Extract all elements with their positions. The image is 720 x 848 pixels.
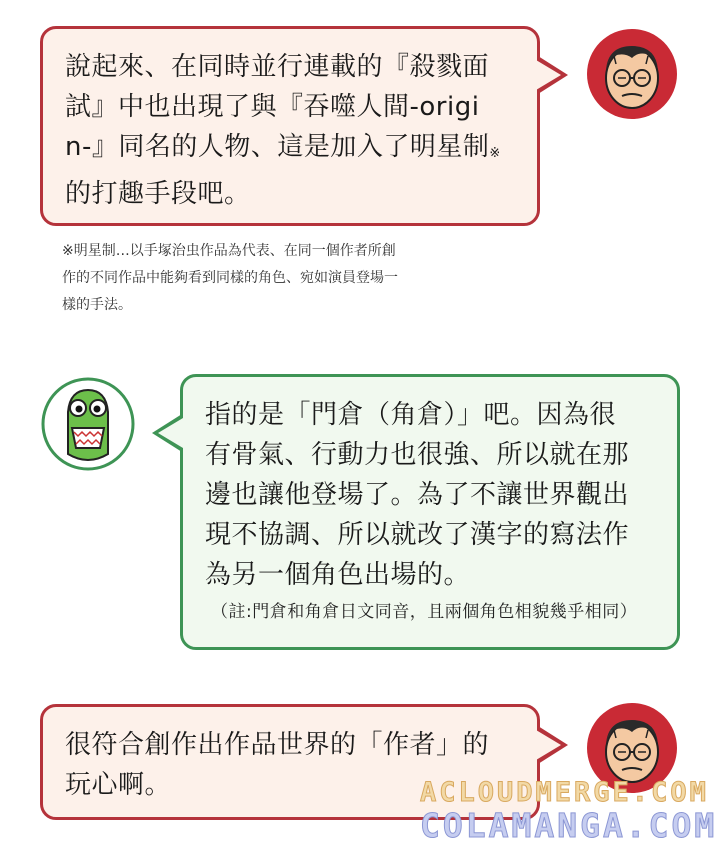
bubble-3-line-2: 玩心啊。	[65, 770, 172, 800]
bubble-2-line-5: 為另一個角色出場的。	[205, 560, 471, 590]
footnote	[62, 238, 532, 319]
bubble-3-tail-fill	[536, 730, 561, 760]
author-avatar-icon	[584, 26, 680, 122]
watermark-line-2: COLAMANGA.COM	[420, 806, 718, 845]
footnote-line-3: 樣的手法。	[62, 297, 132, 313]
speech-bubble-1	[40, 26, 540, 226]
bubble-1-tail-fill	[536, 60, 561, 90]
watermark-line-1: ACLOUDMERGE.COM	[420, 777, 709, 808]
mascot-avatar-icon	[40, 376, 136, 472]
bubble-2-line-4: 現不協調、所以就改了漢字的寫法作	[205, 520, 630, 550]
bubble-3-line-1: 很符合創作出作品世界的「作者」的	[65, 730, 490, 760]
bubble-1-line-2: 試』中也出現了與『吞噬人間-origi	[65, 92, 480, 122]
bubble-1-line-3: n-』同名的人物、這是加入了明星制※	[65, 132, 501, 162]
bubble-2-tail-fill	[158, 418, 183, 448]
footnote-mark: ※	[489, 146, 501, 161]
translator-note: （註:門倉和角倉日文同音，且兩個角色相貌幾乎相同）	[211, 602, 638, 622]
bubble-1-line-4: 的打趣手段吧。	[65, 179, 251, 209]
bubble-2-line-1: 指的是「門倉（角倉）」吧。因為很	[205, 400, 617, 430]
speech-bubble-2	[180, 374, 680, 650]
footnote-line-2: 作的不同作品中能夠看到同樣的角色、宛如演員登場一	[62, 270, 398, 286]
bubble-2-line-3: 邊也讓他登場了。為了不讓世界觀出	[205, 480, 630, 510]
bubble-2-line-2: 有骨氣、行動力也很強、所以就在那	[205, 440, 630, 470]
footnote-line-1: ※明星制…以手塚治虫作品為代表、在同一個作者所創	[62, 243, 396, 259]
bubble-1-line-1: 說起來、在同時並行連載的『殺戮面	[65, 52, 490, 82]
